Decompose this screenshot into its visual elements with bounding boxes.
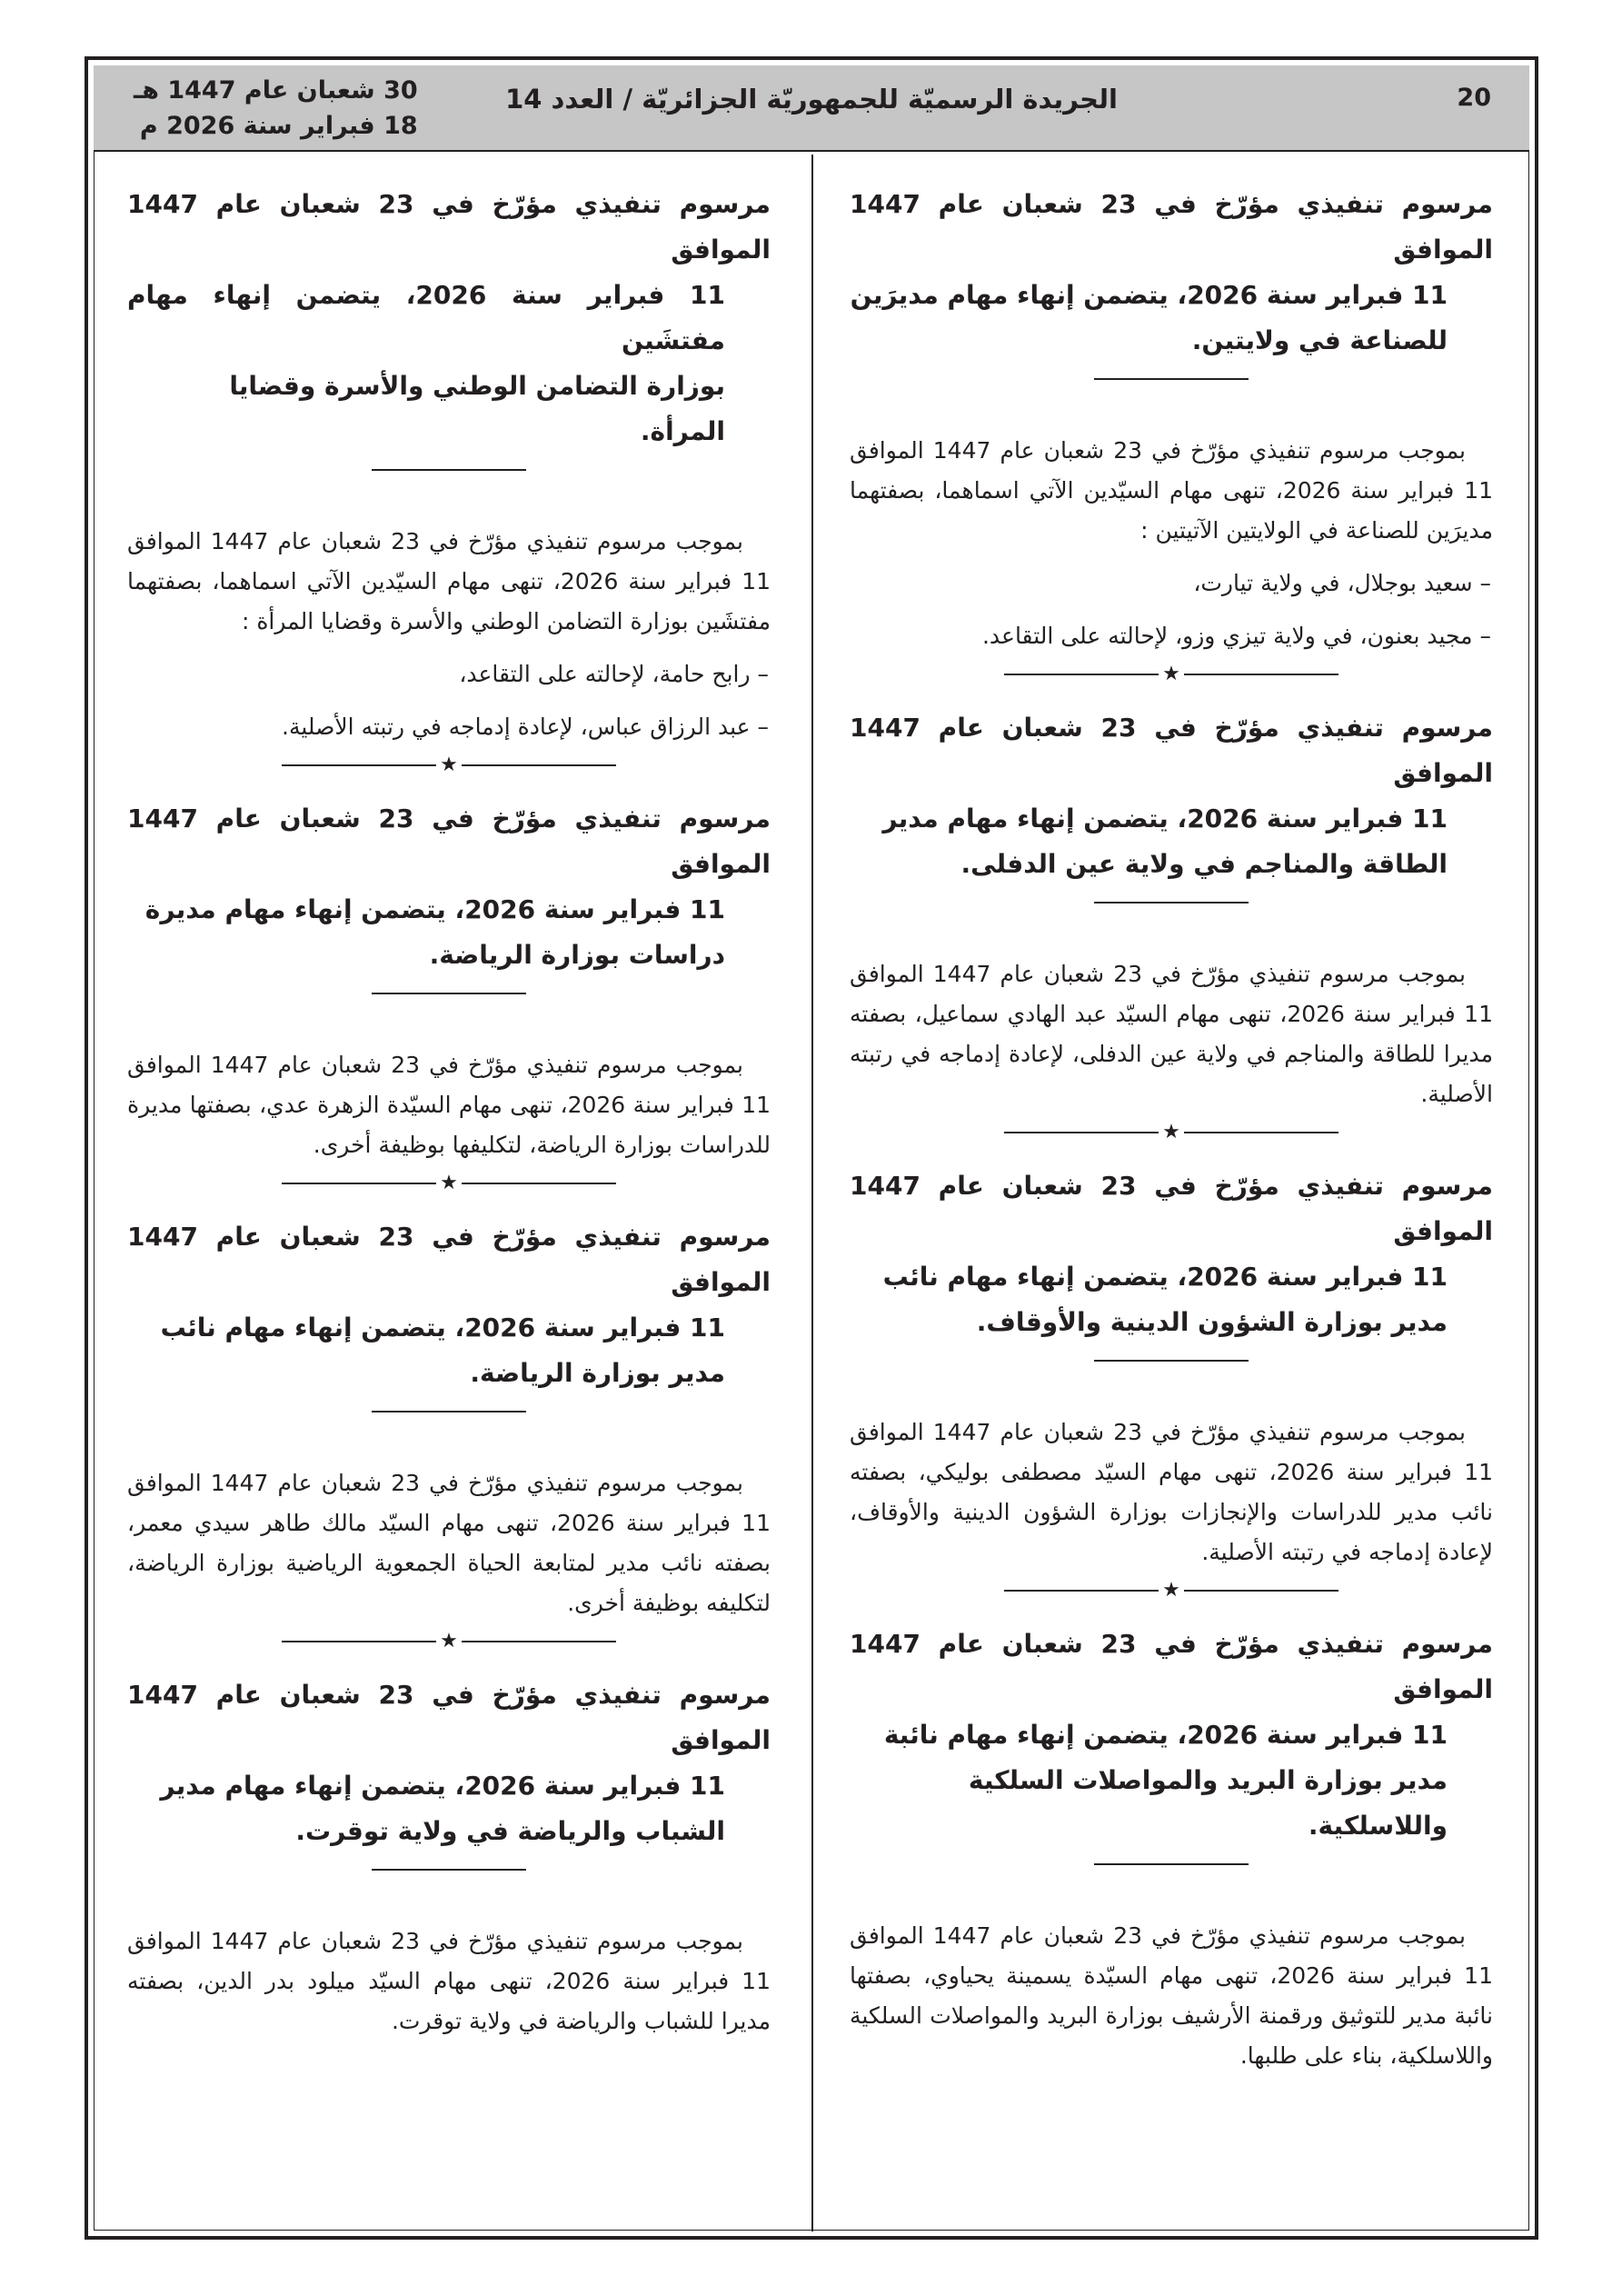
decree-body: بموجب مرسوم تنفيذي مؤرّخ في 23 شعبان عام 1447 الموافق 11 فبراير سنة 2026، تنهى مهام السيّد مالك طاهر سيدي معمر، بصفته نائب مدير لمتابعة الحياة الجمعوية الرياضية بوزارة الرياضة، لتكليفه بوظيفة أخرى. [127,1470,771,1616]
issue-date-hijri: 30 شعبان عام 1447 هـ [134,76,418,105]
star-icon: ★ [440,1172,458,1194]
decree-body: بموجب مرسوم تنفيذي مؤرّخ في 23 شعبان عام 1447 الموافق 11 فبراير سنة 2026، تنهى مهام السيّدين الآتي اسماهما، بصفتهما مفتشَين بوزارة التضامن الوطني والأسرة وقضايا المرأة : – رابح حامة، لإحالته على التقاعد، – عبد الرزاق عباس، لإعادة إدماجه في رتبته الأصلية. [127,522,771,747]
left-column [127,182,771,2041]
list-item: – عبد الرزاق عباس، لإعادة إدماجه في رتبته الأصلية. [282,714,769,740]
decree-sports-deputy-director [127,1214,771,1623]
decree-body: بموجب مرسوم تنفيذي مؤرّخ في 23 شعبان عام 1447 الموافق 11 فبراير سنة 2026، تنهى مهام السيّدة الزهرة عدي، بصفتها مديرة للدراسات بوزارة الرياضة، لتكليفها بوظيفة أخرى. [127,1052,771,1158]
decree-title: مرسوم تنفيذي مؤرّخ في 23 شعبان عام 1447 الموافق 11 فبراير سنة 2026، يتضمن إنهاء مهام نائب مدير بوزارة الرياضة. [127,1222,771,1388]
decree-religious-affairs [850,1163,1493,1572]
title-rule [1094,1360,1249,1362]
decree-post-telecom [850,1622,1493,2076]
decree-solidarity-inspectors [127,182,771,747]
star-separator [850,1576,1493,1605]
star-separator [127,1169,771,1198]
star-icon: ★ [1162,1121,1180,1143]
title-rule [372,1869,526,1871]
star-separator [850,660,1493,689]
list-item: – مجيد بعنون، في ولاية تيزي وزو، لإحالته على التقاعد. [981,623,1491,649]
title-rule [372,993,526,994]
decree-title: مرسوم تنفيذي مؤرّخ في 23 شعبان عام 1447 الموافق 11 فبراير سنة 2026، يتضمن إنهاء مهام نائبة مدير بوزارة البريد والمواصلات السلكية واللاسلكية. [850,1629,1493,1841]
decree-title: مرسوم تنفيذي مؤرّخ في 23 شعبان عام 1447 الموافق 11 فبراير سنة 2026، يتضمن إنهاء مهام مفتشَين بوزارة التضامن الوطني والأسرة وقضايا المرأة. [127,189,771,446]
list-item: – سعيد بوجلال، في ولاية تيارت، [1193,570,1491,596]
page-header [94,65,1529,152]
title-rule [372,469,526,471]
list-item: – رابح حامة، لإحالته على التقاعد، [459,661,769,687]
star-separator [127,1627,771,1656]
column-divider [811,155,813,2231]
right-column [850,182,1493,2076]
page-number: 20 [1457,84,1491,112]
star-separator [127,751,771,780]
decree-youth-sports-touggourt [127,1672,771,2041]
title-rule [372,1411,526,1413]
decree-sports-studies-director [127,796,771,1165]
star-icon: ★ [440,1630,458,1652]
decree-body: بموجب مرسوم تنفيذي مؤرّخ في 23 شعبان عام 1447 الموافق 11 فبراير سنة 2026، تنهى مهام السيّد ميلود بدر الدين، بصفته مديرا للشباب والرياضة في ولاية توقرت. [127,1928,771,2034]
title-rule [1094,1863,1249,1865]
decree-title: مرسوم تنفيذي مؤرّخ في 23 شعبان عام 1447 الموافق 11 فبراير سنة 2026، يتضمن إنهاء مهام مديرَين للصناعة في ولايتين. [850,189,1493,355]
journal-title: الجريدة الرسميّة للجمهوريّة الجزائريّة / العدد 14 [505,84,1118,115]
issue-date [134,73,418,144]
title-rule [1094,902,1249,903]
decree-title: مرسوم تنفيذي مؤرّخ في 23 شعبان عام 1447 الموافق 11 فبراير سنة 2026، يتضمن إنهاء مهام مدير الشباب والرياضة في ولاية توقرت. [127,1680,771,1846]
decree-body: بموجب مرسوم تنفيذي مؤرّخ في 23 شعبان عام 1447 الموافق 11 فبراير سنة 2026، تنهى مهام السيّد مصطفى بوليكي، بصفته نائب مدير للدراسات والإنجازات بوزارة الشؤون الدينية والأوقاف، لإعادة إدماجه في رتبته الأصلية. [850,1419,1493,1565]
decree-body: بموجب مرسوم تنفيذي مؤرّخ في 23 شعبان عام 1447 الموافق 11 فبراير سنة 2026، تنهى مهام السيّد عبد الهادي سماعيل، بصفته مديرا للطاقة والمناجم في ولاية عين الدفلى، لإعادة إدماجه في رتبته الأصلية. [850,961,1493,1107]
decree-title: مرسوم تنفيذي مؤرّخ في 23 شعبان عام 1447 الموافق 11 فبراير سنة 2026، يتضمن إنهاء مهام مديرة دراسات بوزارة الرياضة. [127,804,771,970]
star-icon: ★ [440,754,458,776]
title-rule [1094,378,1249,380]
decree-body: بموجب مرسوم تنفيذي مؤرّخ في 23 شعبان عام 1447 الموافق 11 فبراير سنة 2026، تنهى مهام السيّدة يسمينة يحياوي، بصفتها نائبة مدير للتوثيق ورقمنة الأرشيف بوزارة البريد والمواصلات السلكية واللاسلكية، بناء على طلبها. [850,1922,1493,2069]
decree-title: مرسوم تنفيذي مؤرّخ في 23 شعبان عام 1447 الموافق 11 فبراير سنة 2026، يتضمن إنهاء مهام نائب مدير بوزارة الشؤون الدينية والأوقاف. [850,1171,1493,1337]
decree-industry-directors [850,182,1493,656]
decree-body: بموجب مرسوم تنفيذي مؤرّخ في 23 شعبان عام 1447 الموافق 11 فبراير سنة 2026، تنهى مهام السيّدين الآتي اسماهما، بصفتهما مديرَين للصناعة في الولايتين الآتيتين : – سعيد بوجلال، في ولاية تيارت، – مجيد بعنون، في ولاية تيزي وزو، لإحالته على التقاعد. [850,431,1493,656]
star-separator [850,1118,1493,1147]
issue-date-gregorian: 18 فبراير سنة 2026 م [139,112,418,140]
star-icon: ★ [1162,1579,1180,1602]
decree-title: مرسوم تنفيذي مؤرّخ في 23 شعبان عام 1447 الموافق 11 فبراير سنة 2026، يتضمن إنهاء مهام مدير الطاقة والمناجم في ولاية عين الدفلى. [850,713,1493,879]
decree-energy-director [850,705,1493,1114]
star-icon: ★ [1162,663,1180,685]
